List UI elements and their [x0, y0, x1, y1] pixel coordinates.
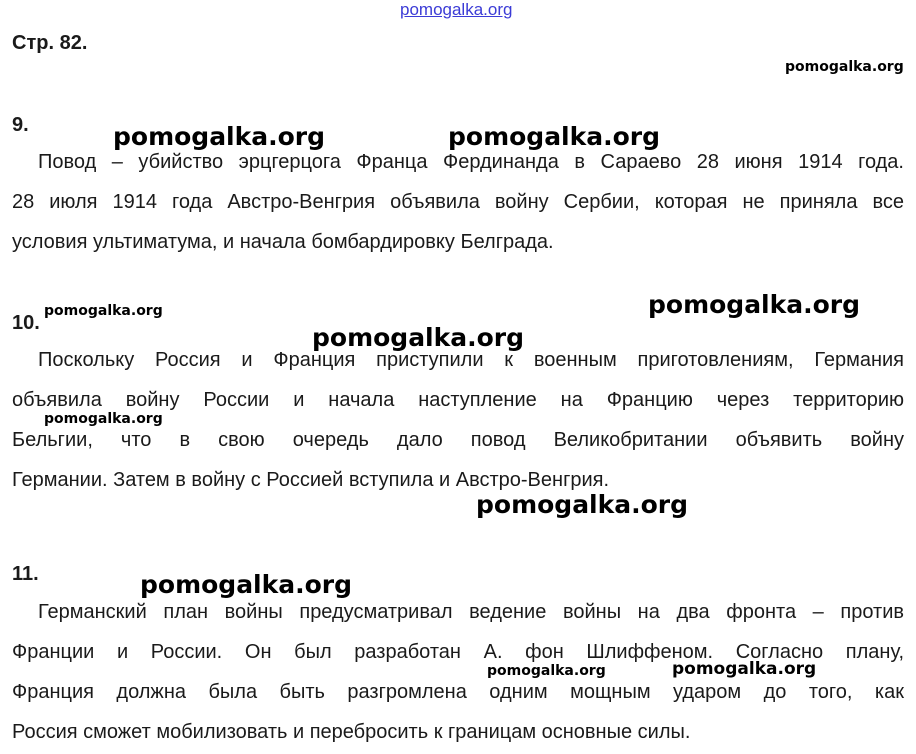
- watermark: pomogalka.org: [785, 59, 904, 75]
- paragraph-9: [12, 142, 904, 262]
- watermark: pomogalka.org: [448, 122, 661, 151]
- paragraph-line: условия ультиматума, и начала бомбардировку Белграда.: [12, 231, 554, 253]
- paragraph-line: Франция должна была быть разгромлена одним мощным ударом до того, как: [12, 681, 904, 703]
- paragraph-line: 28 июля 1914 года Австро-Венгрия объявила войну Сербии, которая не приняла все: [12, 191, 904, 213]
- site-link[interactable]: pomogalka.org: [400, 0, 513, 19]
- paragraph-line: Франции и России. Он был разработан А. фон Шлиффеном. Согласно плану,: [12, 641, 904, 663]
- section-number-11: 11.: [12, 563, 39, 585]
- paragraph-line: Поскольку Россия и Франция приступили к военным приготовлениям, Германия: [38, 349, 904, 371]
- watermark: pomogalka.org: [140, 570, 353, 599]
- paragraph-line: Повод – убийство эрцгерцога Франца Фердинанда в Сараево 28 июня 1914 года.: [38, 151, 904, 173]
- watermark: pomogalka.org: [113, 122, 326, 151]
- paragraph-line: объявила войну России и начала наступление на Францию через территорию: [12, 389, 904, 411]
- paragraph-line: Бельгии, что в свою очередь дало повод Великобритании объявить войну: [12, 429, 904, 451]
- watermark: pomogalka.org: [487, 663, 606, 679]
- section-number-10: 10.: [12, 312, 40, 334]
- watermark: pomogalka.org: [312, 323, 525, 352]
- watermark: pomogalka.org: [44, 303, 163, 319]
- paragraph-line: Германии. Затем в войну с Россией вступила и Австро-Венгрия.: [12, 469, 610, 491]
- page-number: Стр. 82.: [12, 32, 88, 54]
- watermark: pomogalka.org: [476, 490, 689, 519]
- watermark: pomogalka.org: [44, 411, 163, 427]
- watermark: pomogalka.org: [672, 659, 817, 679]
- watermark: pomogalka.org: [648, 290, 861, 319]
- section-number-9: 9.: [12, 114, 29, 136]
- paragraph-line: Россия сможет мобилизовать и перебросить к границам основные силы.: [12, 721, 691, 743]
- paragraph-line: Германский план войны предусматривал ведение войны на два фронта – против: [38, 601, 904, 623]
